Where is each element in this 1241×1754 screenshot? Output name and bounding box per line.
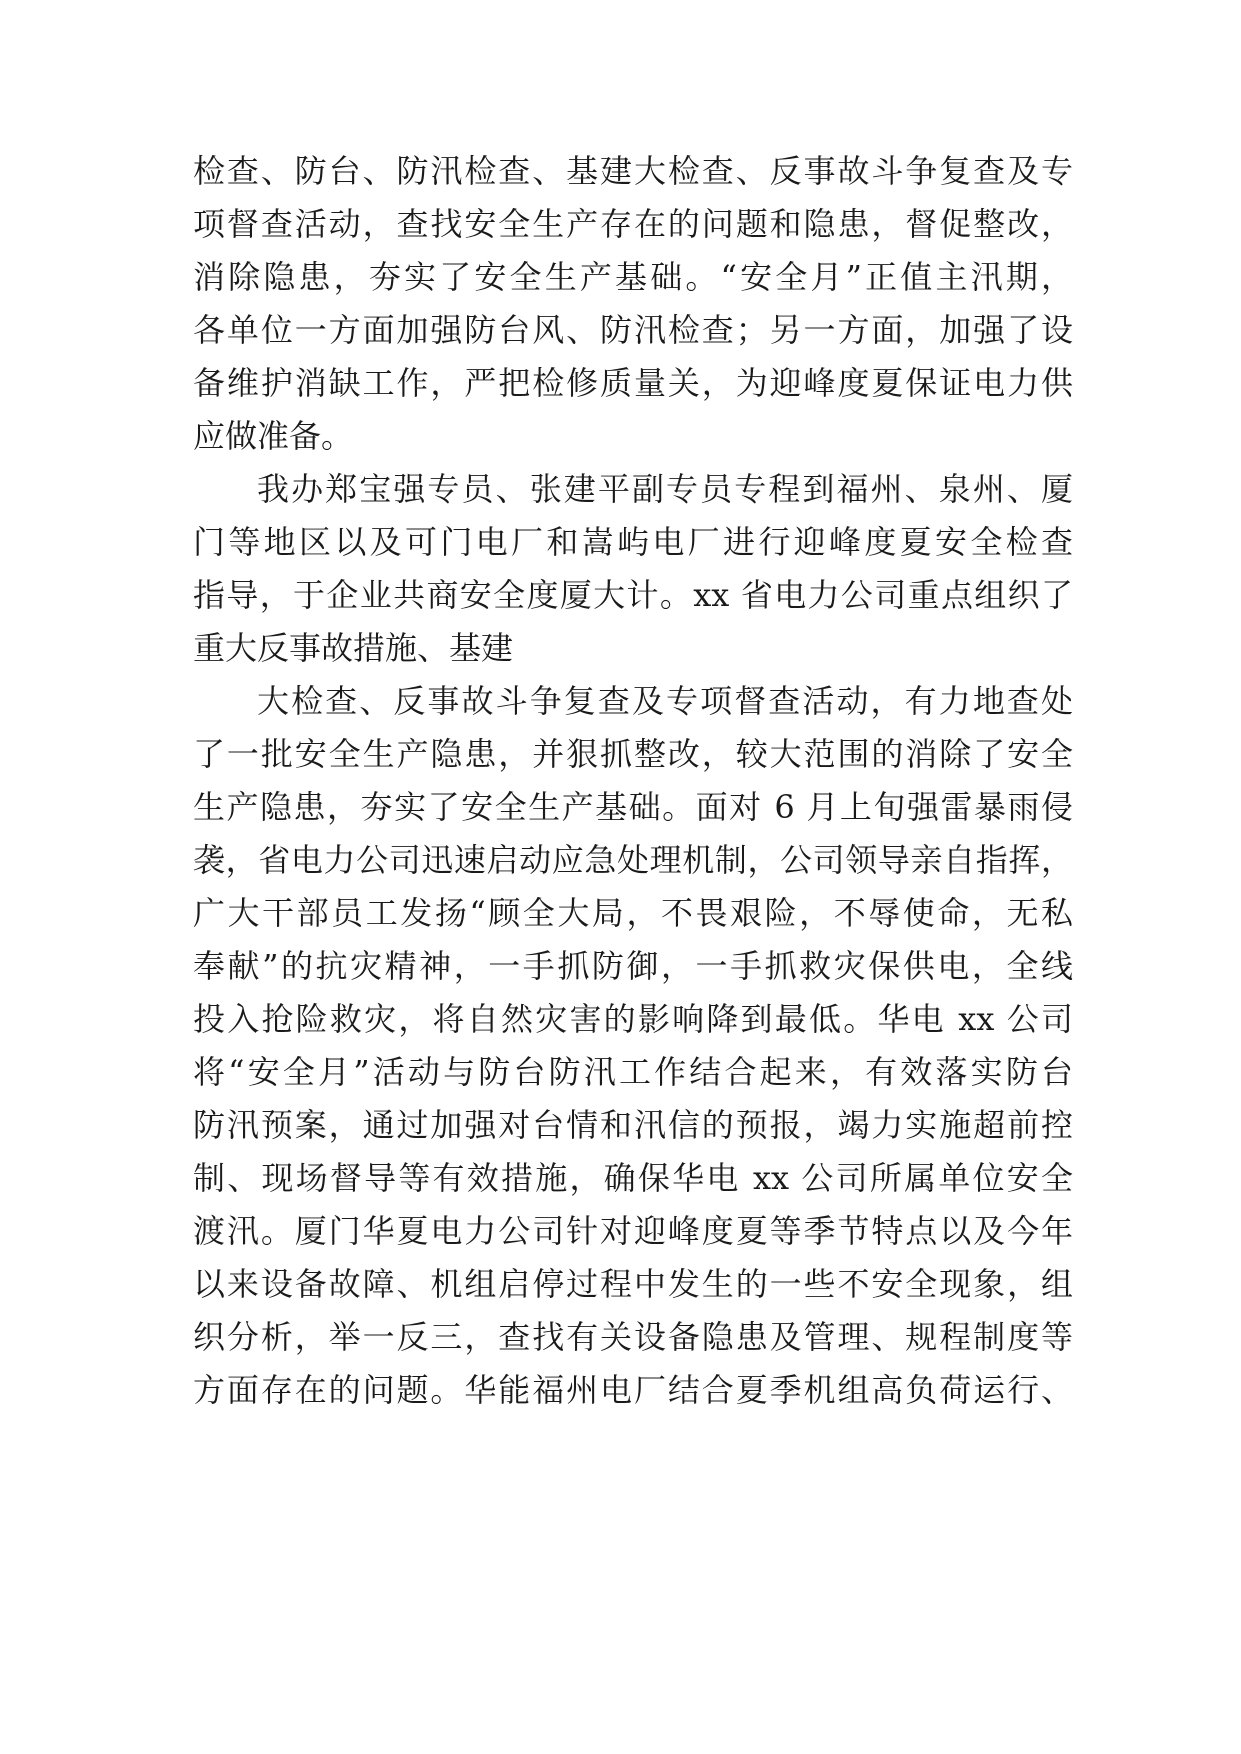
text-line: 项督查活动，查找安全生产存在的问题和隐患，督促整改， — [193, 205, 1073, 243]
text-line: 重大反事故措施、基建 — [193, 629, 514, 667]
text-line: 应做准备。 — [193, 417, 354, 455]
text-line: 织分析，举一反三，查找有关设备隐患及管理、规程制度等 — [193, 1318, 1073, 1356]
text-line: 投入抢险救灾，将自然灾害的影响降到最低。华电 xx 公司 — [193, 1000, 1073, 1038]
text-line: 方面存在的问题。华能福州电厂结合夏季机组高负荷运行、 — [193, 1371, 1073, 1409]
text-line: 消除隐患，夯实了安全生产基础。“安全月”正值主汛期， — [193, 258, 1073, 296]
text-line: 指导，于企业共商安全度厦大计。xx 省电力公司重点组织了 — [193, 576, 1073, 614]
text-line: 门等地区以及可门电厂和嵩屿电厂进行迎峰度夏安全检查 — [193, 523, 1073, 561]
text-line: 备维护消缺工作，严把检修质量关，为迎峰度夏保证电力供 — [193, 364, 1073, 402]
text-line: 检查、防台、防汛检查、基建大检查、反事故斗争复查及专 — [193, 152, 1073, 190]
text-line: 各单位一方面加强防台风、防汛检查；另一方面，加强了设 — [193, 311, 1073, 349]
paragraph-first-line: 我办郑宝强专员、张建平副专员专程到福州、泉州、厦 — [257, 470, 1073, 508]
text-line: 奉献”的抗灾精神，一手抓防御，一手抓救灾保供电，全线 — [193, 947, 1073, 985]
text-line: 袭，省电力公司迅速启动应急处理机制，公司领导亲自指挥， — [193, 841, 1073, 879]
text-line: 制、现场督导等有效措施，确保华电 xx 公司所属单位安全 — [193, 1159, 1073, 1197]
text-line: 广大干部员工发扬“顾全大局，不畏艰险，不辱使命，无私 — [193, 894, 1073, 932]
text-line: 将“安全月”活动与防台防汛工作结合起来，有效落实防台 — [193, 1053, 1073, 1091]
text-line: 以来设备故障、机组启停过程中发生的一些不安全现象，组 — [193, 1265, 1073, 1303]
text-line: 防汛预案，通过加强对台情和汛信的预报，竭力实施超前控 — [193, 1106, 1073, 1144]
text-line: 生产隐患，夯实了安全生产基础。面对 6 月上旬强雷暴雨侵 — [193, 788, 1073, 826]
text-line: 渡汛。厦门华夏电力公司针对迎峰度夏等季节特点以及今年 — [193, 1212, 1073, 1250]
text-line: 了一批安全生产隐患，并狠抓整改，较大范围的消除了安全 — [193, 735, 1073, 773]
paragraph-first-line: 大检查、反事故斗争复查及专项督查活动，有力地查处 — [257, 682, 1073, 720]
